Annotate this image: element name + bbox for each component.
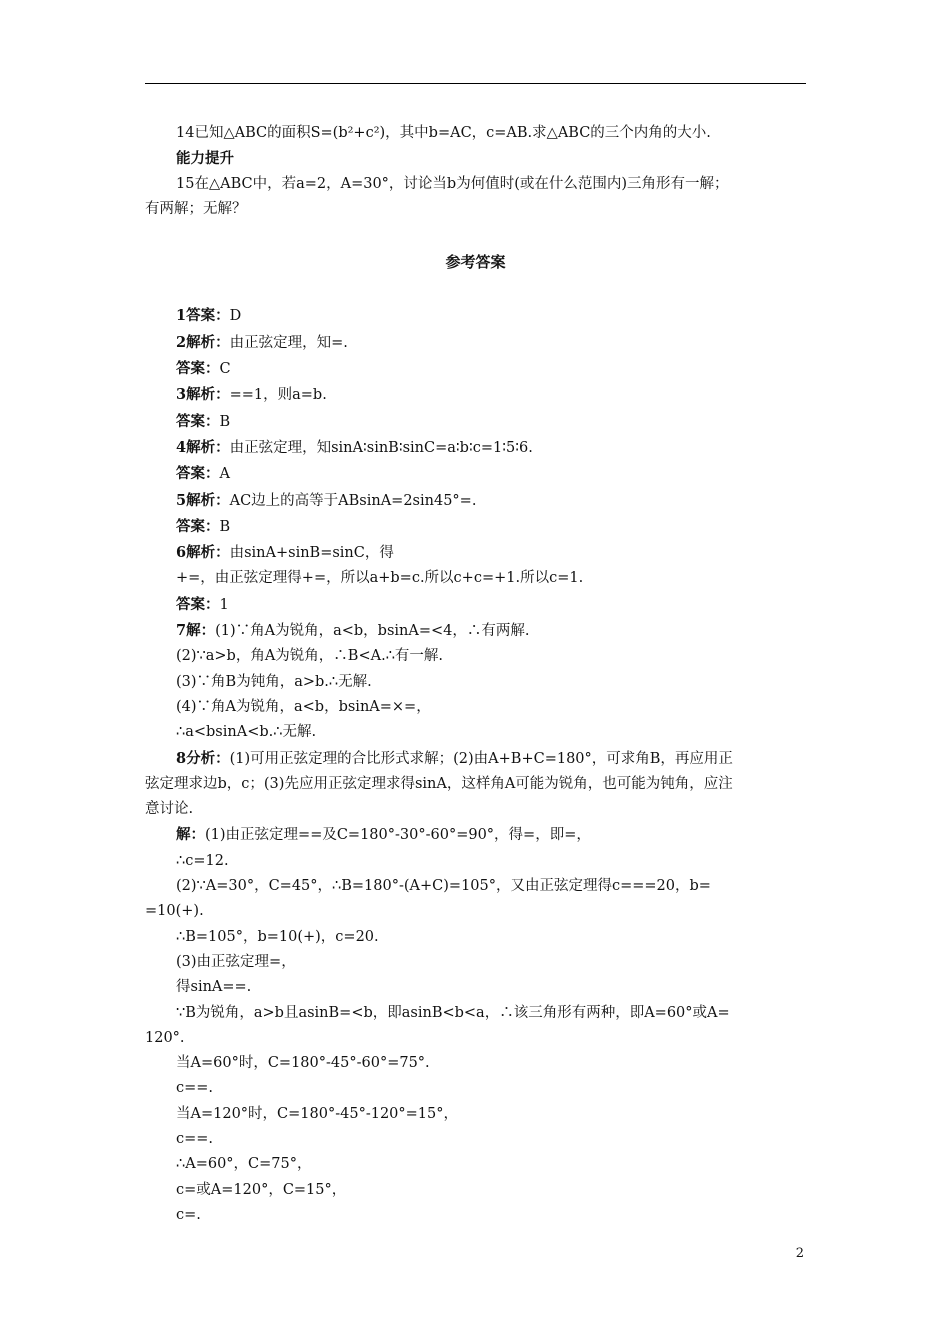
answer-3-answer: 答案：B [176, 412, 231, 430]
answer-8-analysis-line2: 弦定理求边b，c；(3)先应用正弦定理求得sinA，这样角A可能为锐角，也可能为钝角，应注 [145, 775, 733, 792]
header-rule [145, 83, 806, 84]
answer-7-line5: ∴a<bsinA<b.∴无解. [176, 724, 317, 741]
question-15-line2: 有两解；无解？ [145, 200, 247, 217]
answer-8-solution-line13: c==. [176, 1130, 214, 1147]
answer-4-answer: 答案：A [176, 465, 230, 483]
answer-6-answer: 答案：1 [176, 595, 229, 613]
answer-8-solution-line12: 当A=120°时，C=180°-45°-120°=15°， [176, 1105, 458, 1122]
answer-2-analysis: 2解析：由正弦定理，知=. [176, 333, 348, 351]
answer-4-analysis: 4解析：由正弦定理，知sinA∶sinB∶sinC=a∶b∶c=1∶5∶6. [176, 438, 533, 456]
answers-title: 参考答案 [445, 253, 506, 272]
answer-6-line2: +=，由正弦定理得+=，所以a+b=c.所以c+c=+1.所以c=1. [176, 570, 584, 587]
answer-8-solution-line1: 解：(1)由正弦定理==及C=180°-30°-60°=90°，得=，即=， [176, 826, 591, 844]
answer-7-line3: (3)∵角B为钝角，a>b.∴无解. [176, 673, 372, 690]
answer-2-answer: 答案：C [176, 360, 231, 378]
section-heading: 能力提升 [176, 150, 234, 168]
answer-5-answer: 答案：B [176, 517, 231, 535]
answer-8-analysis-line1: 8分析：(1)可用正弦定理的合比形式求解；(2)由A+B+C=180°，可求角B，再应用正 [176, 749, 733, 767]
answer-8-solution-line8: ∵B为锐角，a>b且asinB=<b，即asinB<b<a，∴该三角形有两种，即A=60°或A= [176, 1004, 730, 1021]
answer-8-solution-line3: (2)∵A=30°，C=45°，∴B=180°-(A+C)=105°，又由正弦定理得c===20，b= [176, 878, 711, 895]
answer-8-solution-line9: 120°. [145, 1029, 185, 1046]
answer-7-line1: 7解：(1)∵角A为锐角，a<b，bsinA=<4，∴有两解. [176, 622, 530, 640]
answer-8-solution-line14: ∴A=60°，C=75°， [176, 1156, 312, 1173]
answer-8-solution-line7: 得sinA==. [176, 979, 252, 996]
answer-3-analysis: 3解析：==1，则a=b. [176, 386, 327, 404]
answer-7-line4: (4)∵角A为锐角，a<b，bsinA=×=， [176, 698, 431, 715]
answer-5-analysis: 5解析：AC边上的高等于ABsinA=2sin45°=. [176, 491, 477, 509]
answer-8-analysis-line3: 意讨论. [145, 801, 194, 818]
answer-8-solution-line5: ∴B=105°，b=10(+)，c=20. [176, 928, 379, 945]
answer-1: 1答案：D [176, 307, 242, 325]
answer-8-solution-line15: c=或A=120°，C=15°， [176, 1181, 347, 1198]
answer-8-solution-line16: c=. [176, 1206, 201, 1223]
question-14: 14已知△ABC的面积S=(b²+c²)，其中b=AC，c=AB.求△ABC的三个内角的大小. [176, 125, 711, 141]
answer-8-solution-line2: ∴c=12. [176, 852, 229, 869]
answer-6-analysis: 6解析：由sinA+sinB=sinC，得 [176, 544, 394, 562]
answer-8-solution-line4: =10(+). [145, 903, 204, 920]
answer-7-line2: (2)∵a>b，角A为锐角，∴B<A.∴有一解. [176, 648, 444, 665]
page-number: 2 [795, 1246, 804, 1261]
answer-8-solution-line11: c==. [176, 1080, 214, 1097]
answer-8-solution-line6: (3)由正弦定理=， [176, 953, 296, 970]
page-body [145, 121, 806, 1228]
question-15-line1: 15在△ABC中，若a=2，A=30°，讨论当b为何值时(或在什么范围内)三角形有一解； [176, 175, 729, 192]
answer-8-solution-line10: 当A=60°时，C=180°-45°-60°=75°. [176, 1055, 430, 1072]
